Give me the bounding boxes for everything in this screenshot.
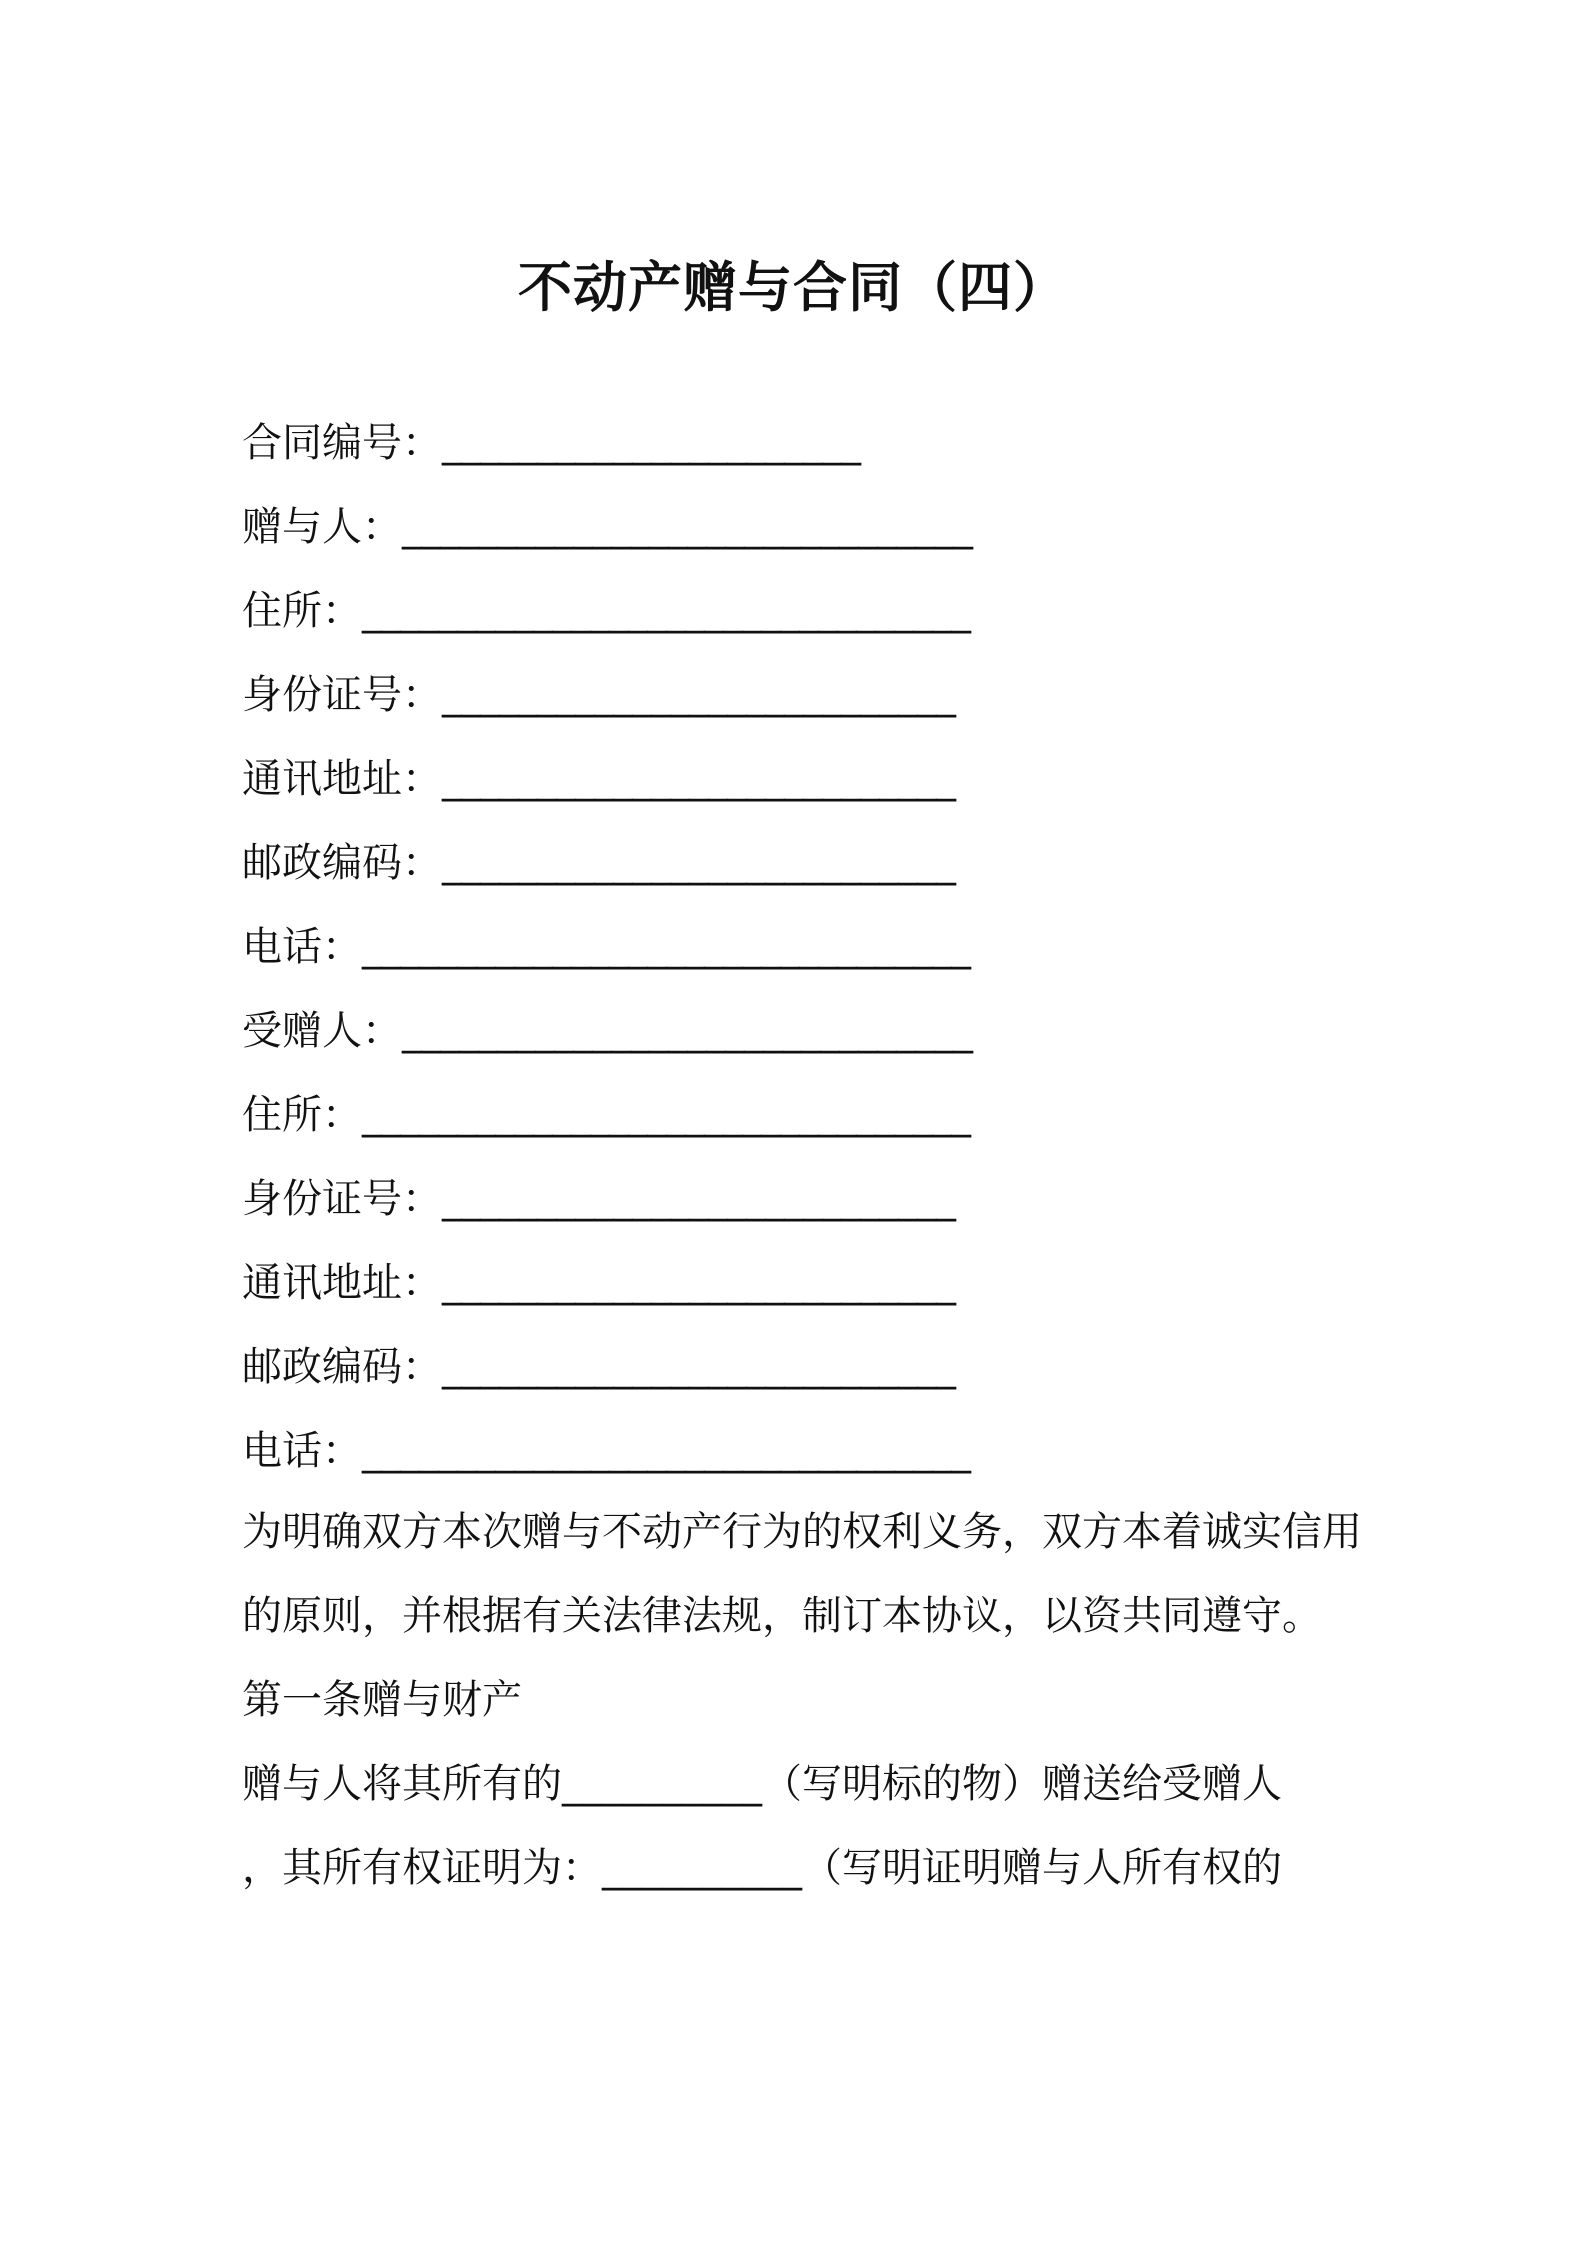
contract-body: [242, 1490, 1362, 1910]
field-contract-number: [242, 410, 1392, 494]
field-label: 邮政编码：: [242, 840, 442, 886]
field-donor-postcode: [242, 830, 1392, 914]
article-1-heading: 第一条赠与财产: [242, 1677, 522, 1723]
field-blank: ___________________________: [442, 672, 955, 718]
field-donor-phone: [242, 914, 1392, 998]
field-donor: [242, 494, 1392, 578]
field-label: 身份证号：: [242, 672, 442, 718]
field-donee-id-number: [242, 1166, 1392, 1250]
article-1-line-2: ，其所有权证明为：__________（写明证明赠与人所有权的: [242, 1845, 1282, 1891]
field-blank: ________________________________: [362, 1092, 970, 1138]
field-label: 受赠人：: [242, 1008, 402, 1054]
field-label: 身份证号：: [242, 1176, 442, 1222]
field-donee-address: [242, 1250, 1392, 1334]
field-donee-postcode: [242, 1334, 1392, 1418]
field-label: 合同编号：: [242, 420, 442, 466]
field-blank: ___________________________: [442, 1344, 955, 1390]
field-label: 通讯地址：: [242, 1260, 442, 1306]
field-blank: ___________________________: [442, 1176, 955, 1222]
field-blank: ________________________________: [362, 588, 970, 634]
field-blank: ___________________________: [442, 756, 955, 802]
field-donee: [242, 998, 1392, 1082]
field-blank: ______________________________: [402, 1008, 972, 1054]
field-blank: ___________________________: [442, 1260, 955, 1306]
field-donee-residence: [242, 1082, 1392, 1166]
document-title: 不动产赠与合同（四）: [518, 256, 1068, 319]
field-label: 通讯地址：: [242, 756, 442, 802]
contract-fields: [242, 410, 1392, 1502]
field-donor-id-number: [242, 662, 1392, 746]
field-blank: ________________________________: [362, 1428, 970, 1474]
field-blank: ___________________________: [442, 840, 955, 886]
field-blank: ______________________: [442, 420, 860, 466]
article-1-line-1: 赠与人将其所有的__________（写明标的物）赠送给受赠人: [242, 1761, 1282, 1807]
field-donor-residence: [242, 578, 1392, 662]
field-label: 电话：: [242, 924, 362, 970]
preamble-paragraph: 为明确双方本次赠与不动产行为的权利义务，双方本着诚实信用的原则，并根据有关法律法规，制订本协议，以资共同遵守。: [242, 1509, 1362, 1639]
field-label: 住所：: [242, 588, 362, 634]
field-blank: ______________________________: [402, 504, 972, 550]
field-donor-address: [242, 746, 1392, 830]
field-label: 电话：: [242, 1428, 362, 1474]
field-label: 住所：: [242, 1092, 362, 1138]
field-label: 赠与人：: [242, 504, 402, 550]
field-label: 邮政编码：: [242, 1344, 442, 1390]
field-blank: ________________________________: [362, 924, 970, 970]
